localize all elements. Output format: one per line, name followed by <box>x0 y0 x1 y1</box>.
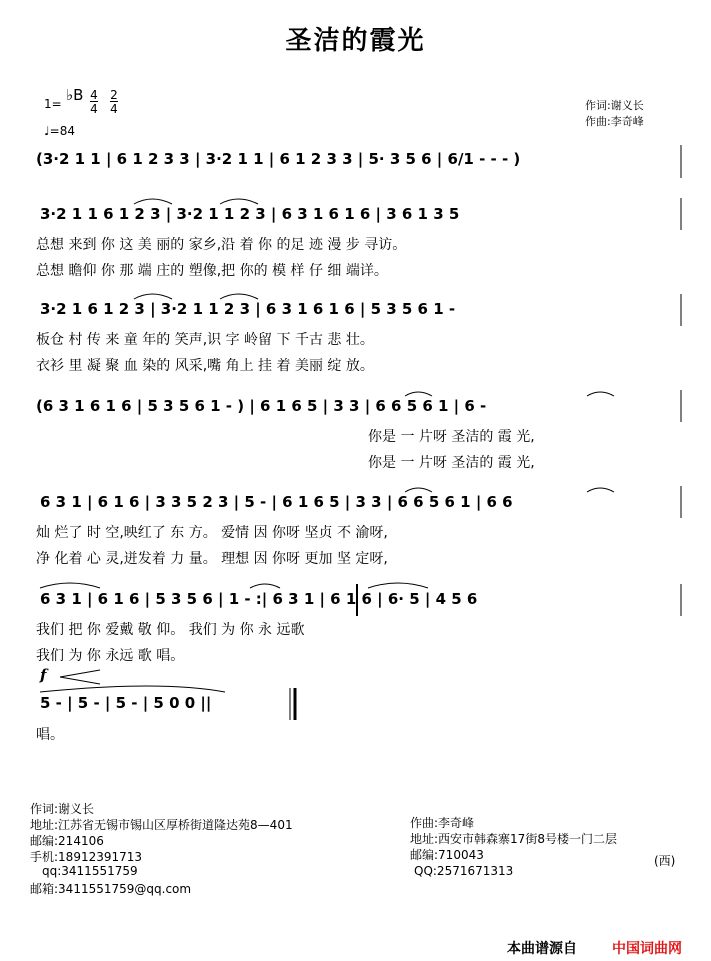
notation-system-4: (6 3 1 6 1 6 | 5 3 5 6 1 - ) | 6 1 6 5 | 3 3 | 6 6 5 6 1 | 6 - <box>36 397 487 415</box>
notation-system-5: 6 3 1 | 6 1 6 | 3 3 5 2 3 | 5 - | 6 1 6 5 | 3 3 | 6 6 5 6 1 | 6 6 <box>40 493 513 511</box>
slur <box>405 392 432 396</box>
lyric-line-4a: 你是 一 片呀 圣洁的 霞 光, <box>368 429 535 445</box>
source-site-link[interactable]: 中国词曲网 <box>612 941 682 957</box>
lyric-line-3b: 衣衫 里 凝 聚 血 染的 风采,嘴 角上 挂 着 美丽 绽 放。 <box>36 358 374 374</box>
slur <box>40 583 100 588</box>
slur <box>220 294 258 299</box>
tie <box>40 686 225 692</box>
footer-lyricist-postcode: 邮编:214106 <box>30 834 104 848</box>
slur <box>368 583 428 588</box>
slur <box>587 392 614 396</box>
lyric-line-2a: 总想 来到 你 这 美 丽的 家乡,沿 着 你 的足 迹 漫 步 寻访。 <box>36 237 407 253</box>
lyric-line-3a: 板仓 村 传 来 童 年的 笑声,识 字 岭留 下 千古 悲 壮。 <box>36 332 374 348</box>
composer-credit: 作曲:李奇峰 <box>585 115 644 128</box>
footer-lyricist-email: 邮箱:3411551759@qq.com <box>30 882 192 896</box>
lyricist-credit: 作词:谢义长 <box>585 99 644 112</box>
tempo-marking: ♩=84 <box>44 124 75 138</box>
footer-lyricist-phone: 手机:18912391713 <box>30 850 143 864</box>
time-signature-1: 4 4 <box>90 88 98 116</box>
lyric-line-5a: 灿 烂了 时 空,映红了 东 方。 爱情 因 你呀 坚贞 不 渝呀, <box>36 525 388 541</box>
footer-composer-address: 地址:西安市韩森寨17街8号楼一门二层 <box>410 832 617 846</box>
song-title: 圣洁的霞光 <box>285 26 426 56</box>
footer-lyricist: 作词:谢义长 <box>30 802 95 816</box>
slur <box>134 294 172 299</box>
notation-system-6: 6 3 1 | 6 1 6 | 5 3 5 6 | 1 - :| 6 3 1 | 6 1 6 | 6· 5 | 4 5 6 <box>40 590 478 608</box>
dynamic-forte: f <box>40 666 47 684</box>
notation-system-1: (3·2 1 1 | 6 1 2 3 3 | 3·2 1 1 | 6 1 2 3 3 | 5· 3 5 6 | 6/1 - - - ) <box>36 150 521 168</box>
slur <box>220 199 258 204</box>
lyric-line-7: 唱。 <box>36 727 64 743</box>
slur <box>134 199 172 204</box>
footer-composer-postcode: 邮编:710043 <box>410 848 484 862</box>
lyric-line-4b: 你是 一 片呀 圣洁的 霞 光, <box>368 455 535 471</box>
footer-lyricist-address: 地址:江苏省无锡市锡山区厚桥街道隆达苑8—401 <box>30 818 293 832</box>
footer-composer-qq: QQ:2571671313 <box>414 864 514 878</box>
footer-region-tag: (西) <box>654 854 676 868</box>
lyric-line-6a: 我们 把 你 爱戴 敬 仰。 我们 为 你 永 远歌 <box>36 622 305 638</box>
lyric-line-2b: 总想 瞻仰 你 那 端 庄的 塑像,把 你的 模 样 仔 细 端详。 <box>36 263 388 279</box>
slur <box>587 488 614 492</box>
key-signature: ♭B <box>66 86 84 104</box>
source-label: 本曲谱源自 <box>507 941 577 957</box>
notation-system-2: 3·2 1 1 6 1 2 3 | 3·2 1 1 2 3 | 6 3 1 6 1 6 | 3 6 1 3 5 <box>40 205 460 223</box>
lyric-line-6b: 我们 为 你 永远 歌 唱。 <box>36 648 185 664</box>
footer-composer: 作曲:李奇峰 <box>410 816 475 830</box>
footer-lyricist-qq: qq:3411551759 <box>42 864 138 878</box>
notation-system-3: 3·2 1 6 1 2 3 | 3·2 1 1 2 3 | 6 3 1 6 1 6 | 5 3 5 6 1 - <box>40 300 456 318</box>
key-do: 1= <box>44 97 62 111</box>
slur <box>405 488 432 492</box>
time-signature-2: 2 4 <box>110 88 118 116</box>
notation-system-7: 5 - | 5 - | 5 - | 5 0 0 || <box>40 694 212 712</box>
crescendo-hairpin <box>60 670 100 684</box>
slur <box>250 584 280 588</box>
lyric-line-5b: 净 化着 心 灵,迸发着 力 量。 理想 因 你呀 更加 坚 定呀, <box>36 551 388 567</box>
